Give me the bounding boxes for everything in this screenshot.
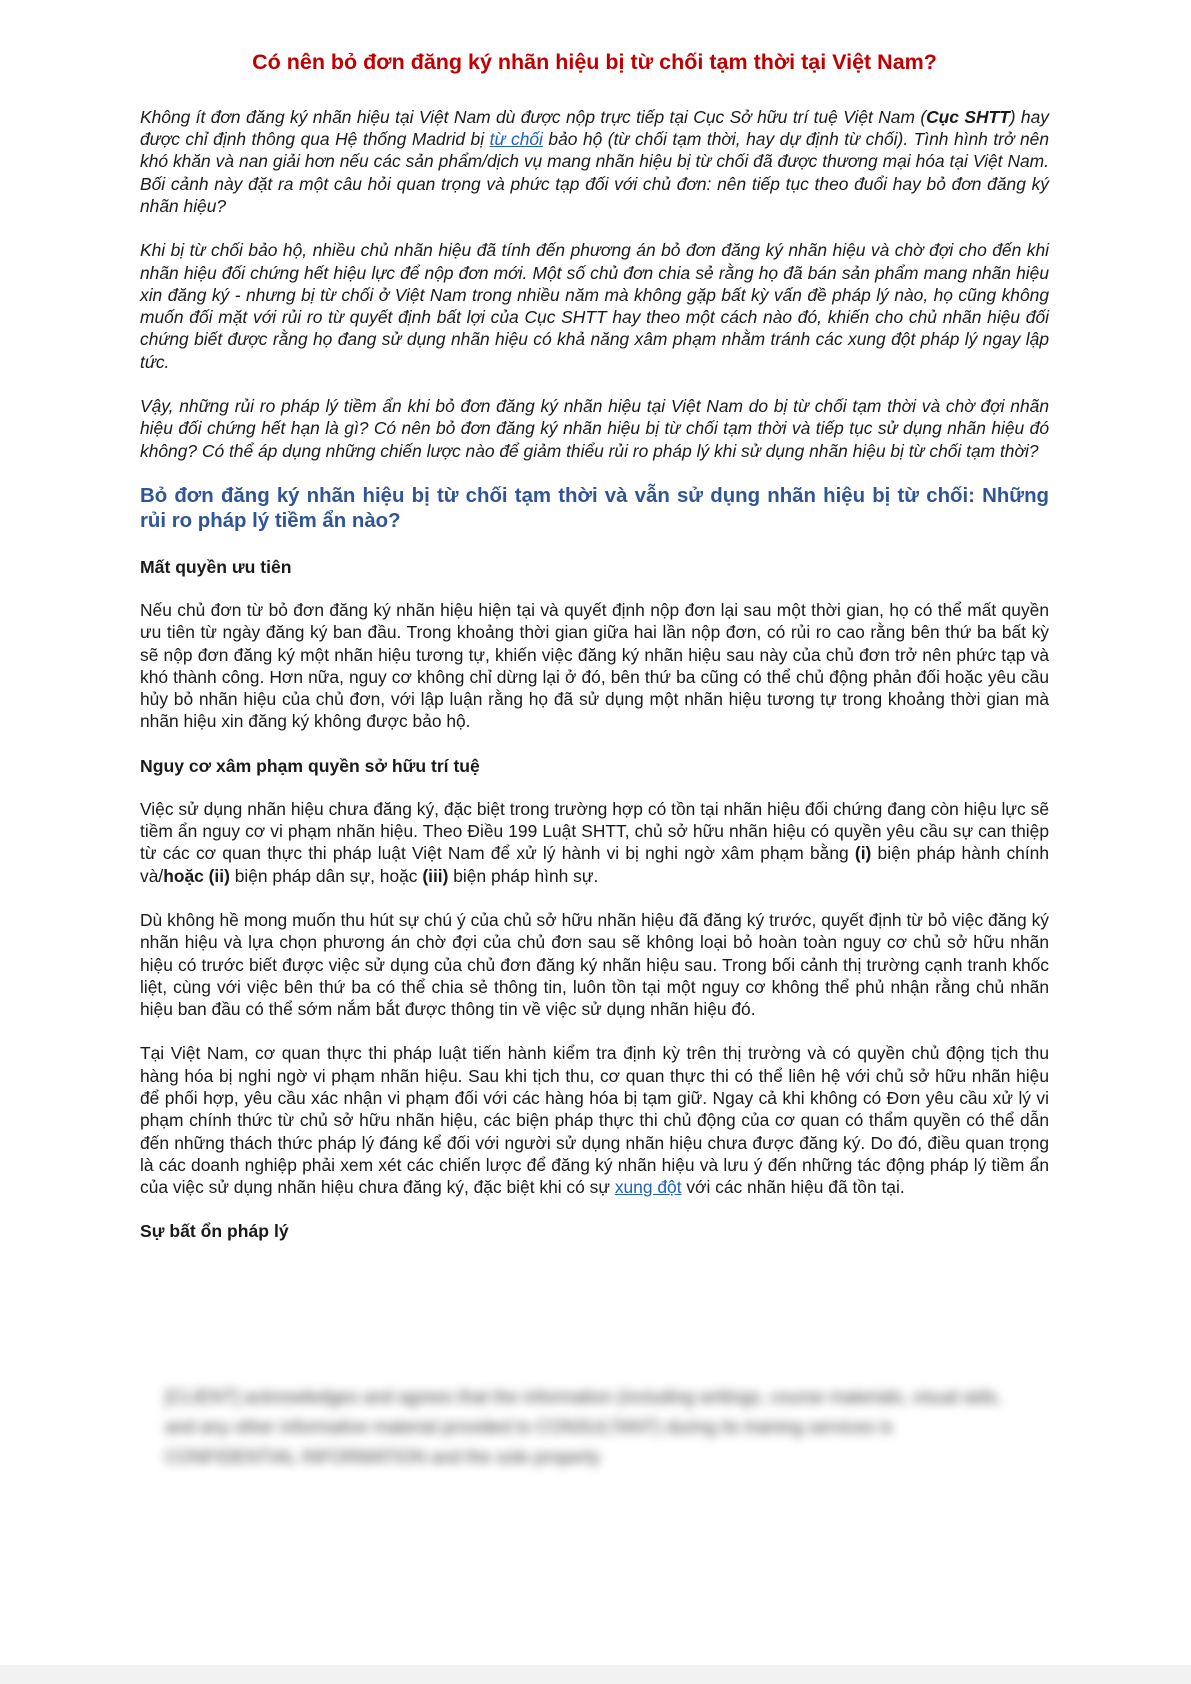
inf-bold-i: (i) (854, 843, 872, 864)
intro-text-d: bảo hộ (từ chối tạm thời, hay dự định từ chối). Tình hình trở nên khó khăn và nan giải hơn nếu các sản phẩm/dịch vụ mang nhãn hiệu bị từ chối đã được thương mại hóa tại Việt Nam. Bối cảnh này đặt ra một câu hỏi quan trọng và phức tạp đối với chủ đơn: nên tiếp tục theo đuổi hay bỏ đơn đăng ký nhãn hiệu? (140, 129, 1050, 216)
inf-bold-iii: (iii) (422, 865, 449, 886)
intro-text-c: ) hay được chỉ định thông qua Hệ thống Madrid bị (140, 106, 1049, 150)
inf-text-c: biện pháp hành chính và/ (140, 843, 1049, 886)
inf-text-d: biện pháp dân sự, hoặc (229, 865, 423, 886)
inf-bold-ii: hoặc (ii) (163, 865, 230, 886)
infringement-paragraph-3 (140, 1042, 1049, 1198)
subheading-infringement: Nguy cơ xâm phạm quyền sở hữu trí tuệ (140, 755, 480, 776)
subheading-priority: Mất quyền ưu tiên (140, 556, 292, 577)
inf-text-a: Việc sử dụng nhãn hiệu chưa đăng ký, đặc biệt trong trường hợp có tồn tại nhãn hiệu đối chứng đang còn hiệu lực sẽ tiềm ẩn nguy cơ vi phạm nhãn hiệu. Theo Điều 199 Luật SHTT, chủ sở hữu nhãn hiệu có quyền yêu cầu sự can thiệp từ các cơ quan thực thi pháp luật Việt Nam để xử lý hành vi bị nghi ngờ xâm phạm bằng (140, 798, 1049, 864)
inf-text-e: biện pháp hình sự. (448, 865, 599, 886)
priority-paragraph: Nếu chủ đơn từ bỏ đơn đăng ký nhãn hiệu hiện tại và quyết định nộp đơn lại sau một thời gian, họ có thể mất quyền ưu tiên từ ngày đăng ký ban đầu. Trong khoảng thời gian giữa hai lần nộp đơn, có rủi ro cao rằng bên thứ ba bất kỳ sẽ nộp đơn đăng ký một nhãn hiệu tương tự, khiến việc đăng ký nhãn hiệu sau này của chủ đơn trở nên phức tạp và khó thành công. Hơn nữa, nguy cơ không chỉ dừng lại ở đó, bên thứ ba cũng có thể chủ động phản đối hoặc yêu cầu hủy bỏ nhãn hiệu của chủ đơn, với lập luận rằng họ đã sử dụng một nhãn hiệu tương tự trong khoảng thời gian mà nhãn hiệu xin đăng ký không được bảo hộ. (140, 599, 1049, 732)
link-xung-dot[interactable]: xung đột (614, 1177, 682, 1198)
subheading-legal-uncertainty: Sự bất ổn pháp lý (140, 1221, 289, 1242)
section-heading: Bỏ đơn đăng ký nhãn hiệu bị từ chối tạm thời và vẫn sử dụng nhãn hiệu bị từ chối: Những rủi ro pháp lý tiềm ẩn nào? (140, 484, 1049, 532)
link-tu-choi[interactable]: từ chối (489, 129, 543, 150)
intro-text-a: Không ít đơn đăng ký nhãn hiệu tại Việt Nam dù được nộp trực tiếp tại Cục Sở hữu trí tuệ Việt Nam ( (140, 106, 927, 127)
intro-paragraph-3: Vậy, những rủi ro pháp lý tiềm ẩn khi bỏ đơn đăng ký nhãn hiệu tại Việt Nam do bị từ chối tạm thời và chờ đợi nhãn hiệu đối chứng hết hạn là gì? Có nên bỏ đơn đăng ký nhãn hiệu bị từ chối tạm thời và tiếp tục sử dụng nhãn hiệu đó không? Có thể áp dụng những chiến lược nào để giảm thiểu rủi ro pháp lý khi sử dụng nhãn hiệu bị từ chối tạm thời? (140, 396, 1049, 461)
infringement-paragraph-2: Dù không hề mong muốn thu hút sự chú ý của chủ sở hữu nhãn hiệu đã đăng ký trước, quyết định từ bỏ việc đăng ký nhãn hiệu và lựa chọn phương án chờ đợi của chủ đơn sau sẽ không loại bỏ hoàn toàn nguy cơ chủ sở hữu nhãn hiệu có trước biết được việc sử dụng của chủ đơn đăng ký nhãn hiệu sau. Trong bối cảnh thị trường cạnh tranh khốc liệt, cùng với việc bên thứ ba có thể chia sẻ thông tin, luôn tồn tại một nguy cơ không thể phủ nhận rằng chủ nhãn hiệu ban đầu có thể sớm nắm bắt được thông tin về việc sử dụng nhãn hiệu đó. (140, 909, 1049, 1020)
intro-bold-cuc-shtt: Cục SHTT (926, 106, 1010, 127)
infringement-paragraph-1 (140, 798, 1049, 887)
document-title: Có nên bỏ đơn đăng ký nhãn hiệu bị từ chối tạm thời tại Việt Nam? (252, 50, 937, 74)
intro-paragraph-1 (140, 106, 1049, 217)
intro-paragraph-2: Khi bị từ chối bảo hộ, nhiều chủ nhãn hiệu đã tính đến phương án bỏ đơn đăng ký nhãn hiệu và chờ đợi cho đến khi nhãn hiệu đối chứng hết hiệu lực để nộp đơn mới. Một số chủ đơn chia sẻ rằng họ đã bán sản phẩm mang nhãn hiệu xin đăng ký - nhưng bị từ chối ở Việt Nam trong nhiều năm mà không gặp bất kỳ vấn đề pháp lý nào, họ cũng không muốn đối mặt với rủi ro từ quyết định bất lợi của Cục SHTT hay theo một cách nào đó, khiến cho chủ nhãn hiệu đối chứng biết được rằng họ đang sử dụng nhãn hiệu có khả năng xâm phạm nhằm tránh các xung đột pháp lý ngay lập tức. (140, 240, 1049, 372)
enf-text-b: với các nhãn hiệu đã tồn tại. (681, 1177, 905, 1198)
blurred-preview-text: [CLIENT] acknowledges and agrees that the information (including writings, course materials, visual aids, and any other informative material provided to CONSULTANT) during its training services is CONFIDENTIAL INFORMATION and the sole property (165, 1387, 1002, 1467)
document-content (140, 50, 1049, 1263)
enf-text-a: Tại Việt Nam, cơ quan thực thi pháp luật tiến hành kiểm tra định kỳ trên thị trường và có quyền chủ động tịch thu hàng hóa bị nghi ngờ vi phạm nhãn hiệu. Sau khi tịch thu, cơ quan thực thi có thể liên hệ với chủ sở hữu nhãn hiệu để phối hợp, yêu cầu xác nhận vi phạm đối với các hàng hóa bị tạm giữ. Ngay cả khi không có Đơn yêu cầu xử lý vi phạm chính thức từ chủ sở hữu nhãn hiệu, các biện pháp thực thi chủ động của cơ quan có thẩm quyền có thể dẫn đến những thách thức pháp lý đáng kể đối với người sử dụng nhãn hiệu chưa được đăng ký. Do đó, điều quan trọng là các doanh nghiệp phải xem xét các chiến lược để đăng ký nhãn hiệu và lưu ý đến những tác động pháp lý tiềm ẩn của việc sử dụng nhãn hiệu chưa đăng ký, đặc biệt khi có sự (140, 1043, 1049, 1198)
